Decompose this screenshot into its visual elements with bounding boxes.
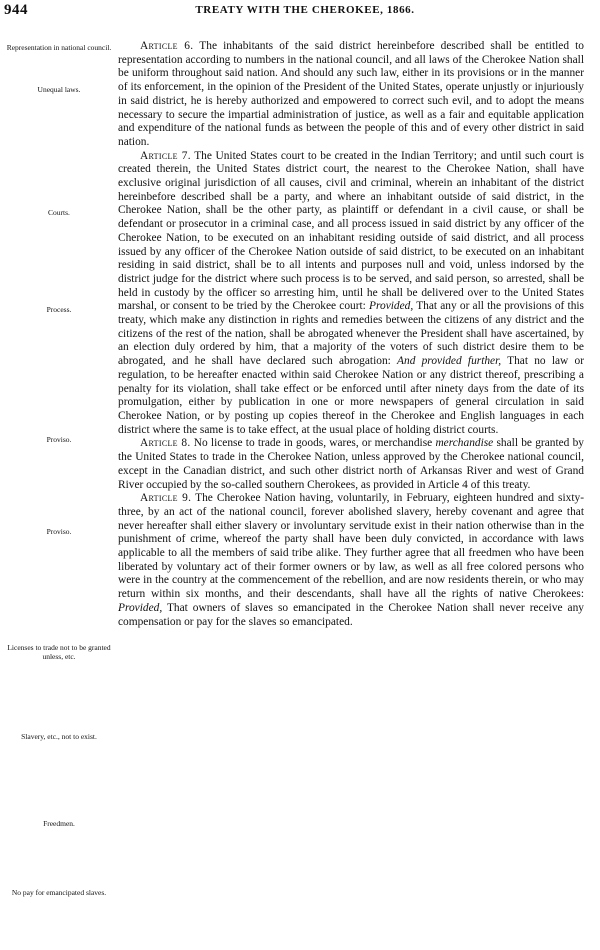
sidenote-freedmen: Freedmen. [43, 819, 75, 828]
proviso-term: And provided further, [397, 355, 502, 368]
article-text: shall be granted by the United States to trade in the Cherokee Nation, unless approved by the Cherokee national council, except in the Canadian district, and such other district north of Arkansas River and west of Grand River occupied by the so-called southern Cherokees, as provided in Article 4 of this treaty. [118, 437, 585, 491]
sidenote-proviso-2: Proviso. [46, 527, 72, 536]
sidenote-slavery: Slavery, etc., not to exist. [21, 732, 97, 741]
article-label: Article 6. [140, 40, 194, 52]
article-7 [118, 150, 584, 438]
article-text: The United States court to be created in the Indian Territory; and until such court is created therein, the United States district court, the nearest to the Cherokee Nation, shall have exclusive original jurisdiction of all causes, civil and criminal, wherein an inhabitant of the district hereinbefore described shall be a party, and where an inhabitant outside of said district, in the Cherokee Nation, shall be the other party, as plaintiff or defendant in a civil cause, or shall be defendant or prosecutor in a criminal case, and all process issued in said district by any officer of the Cherokee Nation, to be executed on an inhabitant residing outside of said district, and all process issued by any officer of the Cherokee Nation outside of said district, to be executed on an inhabitant residing in said district, shall be to all intents and purposes null and void, unless indorsed by the district judge for the district where such process is to be served, and said person, so arrested, shall be held in custody by the officer so arresting him, until he shall be delivered over to the United States marshal, or consent to be tried by the Cherokee court: [118, 149, 584, 313]
article-label: Article 9. [140, 492, 192, 505]
article-label: Article 7. [140, 149, 191, 162]
sidenote-proviso-1: Proviso. [46, 435, 72, 444]
sidenote-process: Process. [46, 305, 72, 314]
proviso-term: Provided, [369, 300, 414, 313]
sidenote-courts: Courts. [48, 208, 70, 217]
proviso-term: Provided, [118, 601, 163, 614]
article-9 [118, 492, 584, 629]
article-text: That owners of slaves so emancipated in the Cherokee Nation shall never receive any compensation or pay for the slaves so emancipated. [118, 601, 584, 628]
article-6 [118, 40, 584, 150]
sidenote-representation: Representation in national council. [6, 43, 112, 52]
article-text: That any or all the provisions of this treaty, which make any distinction in rights and remedies between the citizens of any district and the citizens of the rest of the nation, shall be abrogated whenever the President shall have ascertained, by an election duly ordered by him, that a majority of the voters of such district desire them to be abrogated, and he shall have declared such abrogation: [118, 300, 584, 368]
page-header [0, 0, 600, 26]
article-label: Article 8. [140, 437, 191, 450]
article-text: That no law or regulation, to be hereafter enacted within said Cherokee Nation or any district thereof, prescribing a penalty for its violation, shall take effect or be enforced until after ninety days from the date of its promulgation, either by publication in one or more newspapers of general circulation in said Cherokee Nation, or by posting up copies thereof in the Cherokee and English languages in each district where the same is to take effect, at the usual place of holding district courts. [118, 355, 584, 436]
italic-term: merchandise [435, 437, 494, 450]
sidenote-unequal-laws: Unequal laws. [37, 85, 81, 94]
running-title: TREATY WITH THE CHEROKEE, 1866. [195, 4, 415, 16]
sidenote-no-pay: No pay for emancipated slaves. [11, 888, 107, 897]
treaty-body [118, 40, 584, 629]
article-8 [118, 437, 584, 492]
sidenote-licenses: Licenses to trade not to be granted unless, etc. [7, 643, 111, 661]
article-text: The Cherokee Nation having, voluntarily, in February, eighteen hundred and sixty-three, by an act of the national council, forever abolished slavery, hereby covenant and agree that never hereafter shall either slavery or involuntary servitude exist in their nation otherwise than in the punishment of crime, whereof the party shall have been duly convicted, in accordance with laws applicable to all the members of said tribe alike. They further agree that all freedmen who have been liberated by voluntary act of their former owners or by law, as well as all free colored persons who were in the country at the commencement of the rebellion, and are now residents therein, or who may return within six months, and their descendants, shall have all the rights of native Cherokees: [118, 492, 584, 601]
article-text: The inhabitants of the said district hereinbefore described shall be entitled to representation according to numbers in the national council, and all laws of the Cherokee Nation shall be uniform throughout said nation. And should any such law, either in its provisions or in the manner of its enforcement, in the opinion of the President of the United States, operate unjustly or injuriously in said district, he is hereby authorized and empowered to correct such evil, and to adopt the means necessary to secure the impartial administration of justice, as well as a fair and equitable application and expenditure of the national funds as between the people of this and of every other district in said nation. [118, 40, 584, 148]
page-number: 944 [4, 2, 28, 18]
article-text: No license to trade in goods, wares, or merchandise [190, 437, 436, 450]
